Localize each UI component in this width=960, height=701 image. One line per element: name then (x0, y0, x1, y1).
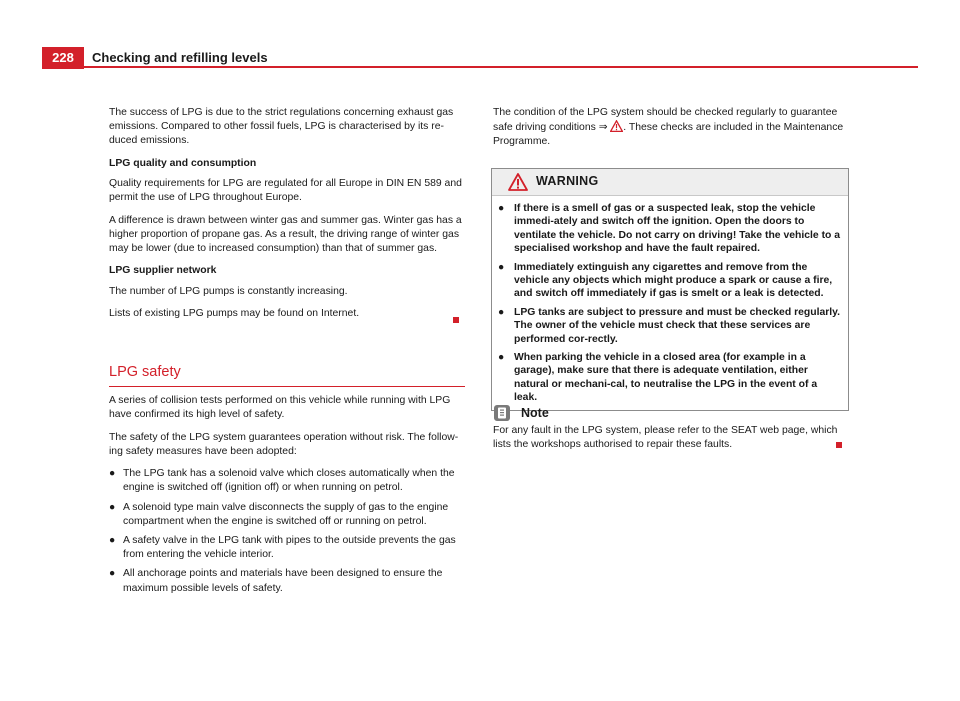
section-end-mark (836, 442, 842, 448)
list-item (498, 306, 842, 346)
warning-body (492, 196, 848, 410)
quality-paragraph-2: A difference is drawn between winter gas and summer gas. Winter gas has a higher proportion of propane gas. As a result, the driving range of winter gas may be lower (due to increased consumption) than that of summer gas. (109, 214, 462, 254)
section-end-mark (453, 317, 459, 323)
safety-bullet-2: A solenoid type main valve disconnects the supply of gas to the engine compartment when the engine is switched off or running on petrol. (123, 501, 449, 527)
note-text: For any fault in the LPG system, please refer to the SEAT web page, which lists the workshops authorised to repair these faults. (493, 425, 838, 450)
bullet-icon: ● (498, 203, 505, 214)
list-item (498, 351, 842, 405)
bullet-icon: ● (109, 468, 116, 480)
right-intro-text-end: . These checks are included in the Maintenance Programme. (493, 122, 844, 148)
bullet-icon: ● (498, 306, 505, 318)
note-book-icon (493, 404, 511, 422)
right-intro-paragraph (493, 106, 848, 150)
list-item (109, 467, 464, 495)
list-item (498, 202, 842, 256)
warning-bullet-4: When parking the vehicle in a closed area (for example in a garage), make sure that there is adequate ventilation, either natural or mechani-cal, to neutralise the LPG in the event of a leak. (514, 352, 818, 404)
safety-bullet-3: A safety valve in the LPG tank with pipes to the outside prevents the gas from entering the vehicle interior. (123, 535, 456, 561)
bullet-icon: ● (498, 352, 505, 364)
section-title-lpg-safety: LPG safety (109, 362, 465, 387)
safety-paragraph-1: A series of collision tests performed on this vehicle while running with LPG have confirmed its high level of safety. (109, 395, 451, 421)
bullet-icon: ● (109, 568, 116, 580)
page-number: 228 (42, 47, 84, 69)
quality-paragraph-1: Quality requirements for LPG are regulated for all Europe in DIN EN 589 and permit the use of LPG throughout Europe. (109, 178, 462, 204)
bullet-icon: ● (109, 535, 116, 546)
supplier-heading: LPG supplier network (109, 265, 217, 277)
bullet-icon: ● (498, 261, 505, 273)
safety-bullet-4: All anchorage points and materials have been designed to ensure the maximum possible levels of safety. (123, 568, 443, 594)
list-item (109, 567, 464, 595)
safety-bullet-1: The LPG tank has a solenoid valve which closes automatically when the engine is switched off (ignition off) or when running on petrol. (123, 468, 455, 494)
warning-bullet-3: LPG tanks are subject to pressure and must be checked regularly. The owner of the vehicle must check that these services are performed cor-rectly. (514, 306, 841, 345)
note-label: Note (521, 406, 549, 420)
note-header (493, 404, 549, 422)
warning-reference-icon[interactable] (610, 120, 623, 132)
chapter-title: Checking and refilling levels (92, 50, 268, 65)
warning-header (492, 169, 848, 196)
bullet-icon: ● (109, 501, 116, 513)
safety-paragraph-2: The safety of the LPG system guarantees operation without risk. The follow-ing safety measures have been adopted: (109, 431, 459, 457)
page-header (0, 0, 960, 70)
warning-bullet-2: Immediately extinguish any cigarettes and remove from the vehicle any objects which might produce a spark or cause a fire, and switch off immediately if gas is smelt or a leak is detected. (514, 261, 833, 300)
list-item (109, 534, 464, 562)
warning-triangle-icon (508, 173, 528, 191)
supplier-paragraph-2: Lists of existing LPG pumps may be found on Internet. (109, 307, 360, 319)
safety-section (109, 394, 464, 601)
left-column (109, 106, 464, 329)
list-item (498, 261, 842, 301)
warning-bullet-1: If there is a smell of gas or a suspected leak, stop the vehicle immedi-ately and switch off the ignition. Open the doors to ventilate the vehicle. Do not carry on driving! Take the vehicle to a specialised workshop and have the fault repaired. (514, 203, 841, 255)
warning-box (491, 168, 849, 411)
intro-paragraph: The success of LPG is due to the strict regulations concerning exhaust gas emissions. Compared to other fossil fuels, LPG is characterised by its re-duced emissions. (109, 107, 454, 147)
right-column (493, 106, 848, 158)
header-rule (84, 66, 918, 68)
list-item (109, 501, 464, 529)
warning-label: WARNING (536, 174, 599, 189)
quality-heading: LPG quality and consumption (109, 157, 257, 169)
right-intro-text: The condition of the LPG system should be checked regularly to guarantee safe driving conditions ⇒ (493, 107, 838, 134)
supplier-paragraph-1: The number of LPG pumps is constantly increasing. (109, 285, 348, 297)
